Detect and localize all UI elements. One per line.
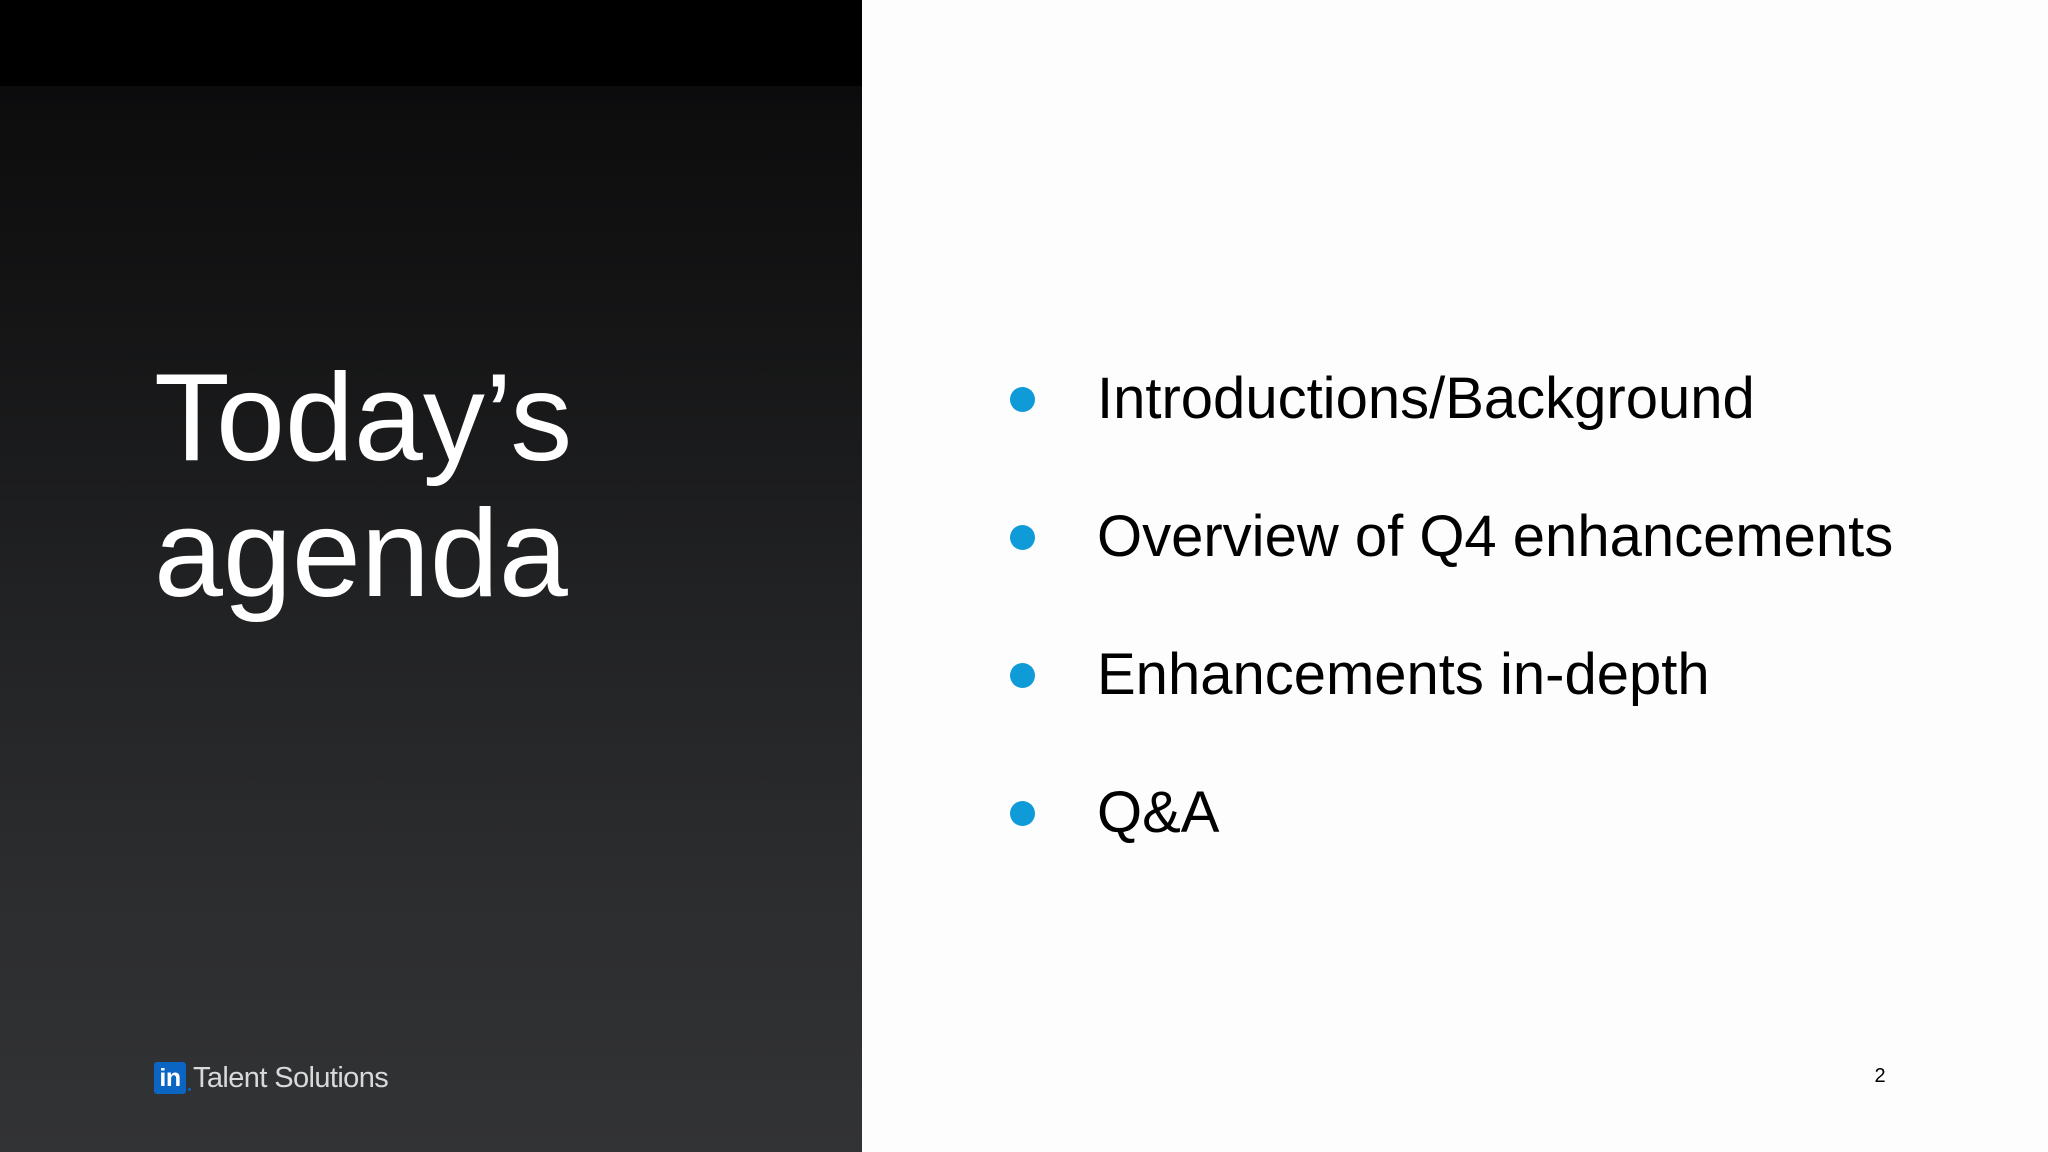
linkedin-logo-icon: in bbox=[154, 1062, 186, 1094]
slide-title-line-1: Today’s bbox=[154, 349, 573, 487]
agenda-item bbox=[1010, 468, 1893, 606]
slide-title bbox=[154, 350, 834, 622]
brand-name: Talent Solutions bbox=[193, 1062, 389, 1094]
agenda-item bbox=[1010, 744, 1893, 882]
bullet-icon bbox=[1010, 801, 1035, 826]
agenda-item-label: Enhancements in-depth bbox=[1097, 642, 1710, 707]
agenda-item-label: Overview of Q4 enhancements bbox=[1097, 504, 1894, 569]
bullet-icon bbox=[1010, 387, 1035, 412]
agenda-item-label: Introductions/Background bbox=[1097, 366, 1755, 431]
agenda-item bbox=[1010, 606, 1893, 744]
slide-title-line-2: agenda bbox=[154, 485, 568, 623]
agenda-item-label: Q&A bbox=[1097, 780, 1220, 845]
brand-footer bbox=[154, 1062, 388, 1094]
agenda-list bbox=[1010, 330, 1893, 882]
title-panel bbox=[0, 0, 862, 1152]
page-number: 2 bbox=[1874, 1065, 1886, 1087]
agenda-item bbox=[1010, 330, 1893, 468]
bullet-icon bbox=[1010, 525, 1035, 550]
bullet-icon bbox=[1010, 663, 1035, 688]
